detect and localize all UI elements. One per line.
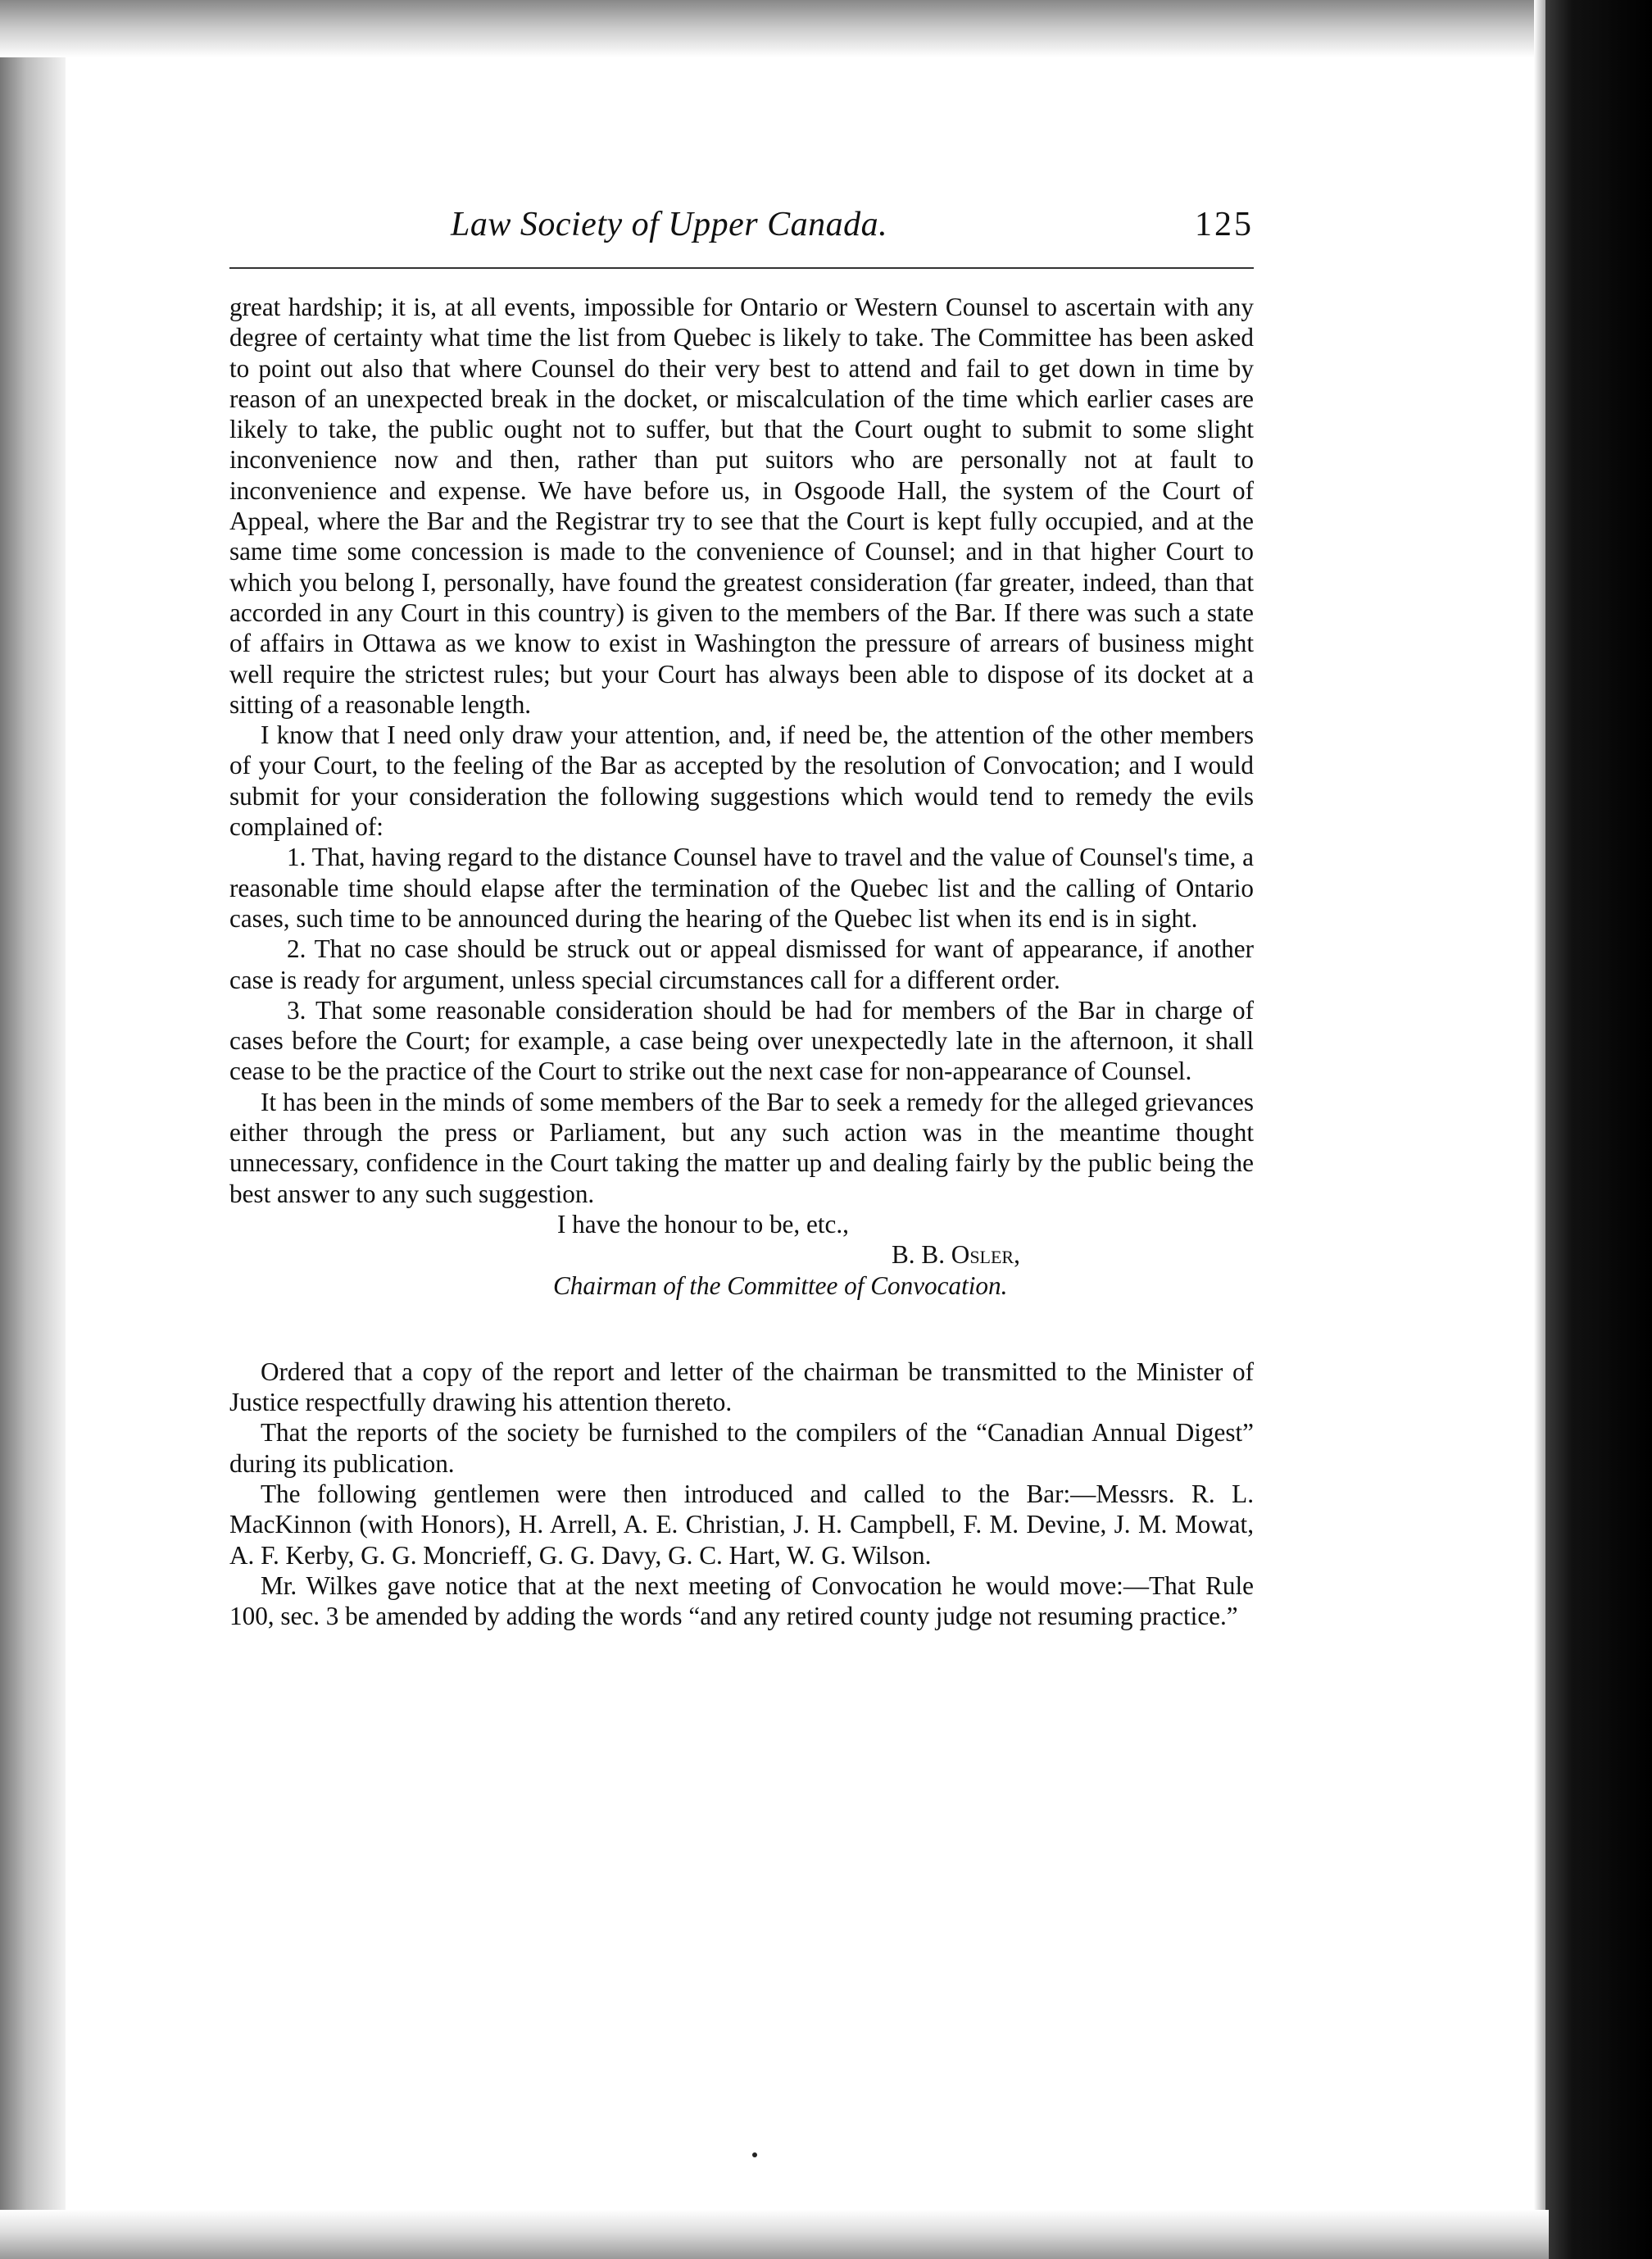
paragraph: great hardship; it is, at all events, impossible for Ontario or Western Counsel to ascertain with any degree of certainty what time the list from Quebec is likely to take. The Committee has been asked to point out also that where Counsel do their very best to attend and fail to get down in time by reason of an unexpected break in the docket, or miscalculation of the time which earlier cases are likely to take, the public ought not to suffer, but that the Court ought to submit to some slight inconvenience now and then, rather than put suitors who are personally not at fault to inconvenience and expense. We have before us, in Osgoode Hall, the system of the Court of Appeal, where the Bar and the Registrar try to see that the Court is kept fully occupied, and at the same time some concession is made to the convenience of Counsel; and in that higher Court to which you belong I, personally, have found the greatest consideration (far greater, indeed, than that accorded in any Court in this country) is given to the members of the Bar. If there was such a state of affairs in Ottawa as we know to exist in Washington the pressure of arrears of business might well require the strictest rules; but your Court has always been able to dispose of its docket at a sitting of a reasonable length.	[229, 293, 1254, 719]
scan-border-left	[0, 0, 66, 2259]
running-head	[229, 205, 1254, 262]
signatory-title: Chairman of the Committee of Convocation.	[553, 1270, 1008, 1300]
scan-border-right	[1545, 0, 1652, 2259]
suggestion-item: 2. That no case should be struck out or appeal dismissed for want of appearance, if another case is ready for argument, unless special circumstances call for a different order.	[229, 934, 1254, 994]
scan-speck	[752, 2152, 757, 2157]
suggestion-item: 1. That, having regard to the distance Counsel have to travel and the value of Counsel's time, a reasonable time should elapse after the termination of the Quebec list and the calling of Ontario cases, such time to be announced during the hearing of the Quebec list when its end is in sight.	[229, 843, 1254, 933]
page	[229, 205, 1254, 1631]
closing-salutation: I have the honour to be, etc.,	[557, 1209, 849, 1239]
scan-border-bottom	[0, 2210, 1549, 2259]
running-title: Law Society of Upper Canada.	[451, 206, 888, 243]
scan-page-edge	[1534, 0, 1545, 2259]
paragraph: That the reports of the society be furnished to the compilers of the “Canadian Annual Digest” during its publication.	[229, 1418, 1254, 1478]
paragraph: Ordered that a copy of the report and letter of the chairman be transmitted to the Minister of Justice respectfully drawing his attention thereto.	[229, 1357, 1254, 1417]
minutes-body	[229, 1357, 1254, 1632]
letter-closing	[229, 1209, 1254, 1301]
section-gap	[229, 1301, 1254, 1357]
suggestion-item: 3. That some reasonable consideration should be had for members of the Bar in charge of cases before the Court; for example, a case being over unexpectedly late in the afternoon, it shall cease to be the practice of the Court to strike out the next case for non-appearance of Counsel.	[229, 995, 1254, 1086]
paragraph: It has been in the minds of some members of the Bar to seek a remedy for the alleged grievances either through the press or Parliament, but any such action was in the meantime thought unnecessary, confidence in the Court taking the matter up and dealing fairly by the public being the best answer to any such suggestion.	[229, 1087, 1254, 1208]
letter-body	[229, 292, 1254, 1209]
scan-border-top	[0, 0, 1541, 57]
header-rule	[229, 267, 1254, 269]
paragraph: Mr. Wilkes gave notice that at the next meeting of Convocation he would move:—That Rule 100, sec. 3 be amended by adding the words “and any retired county judge not resuming practice.”	[229, 1570, 1254, 1631]
page-number: 125	[1195, 206, 1254, 243]
paragraph: The following gentlemen were then introduced and called to the Bar:—Messrs. R. L. MacKinnon (with Honors), H. Arrell, A. E. Christian, J. H. Campbell, F. M. Devine, J. M. Mowat, A. F. Kerby, G. G. Moncrieff, G. G. Davy, G. C. Hart, W. G. Wilson.	[229, 1479, 1254, 1570]
paragraph: I know that I need only draw your attention, and, if need be, the attention of the other members of your Court, to the feeling of the Bar as accepted by the resolution of Convocation; and I would submit for your consideration the following suggestions which would tend to remedy the evils complained of:	[229, 720, 1254, 842]
signature: B. B. Osler,	[892, 1240, 1020, 1270]
